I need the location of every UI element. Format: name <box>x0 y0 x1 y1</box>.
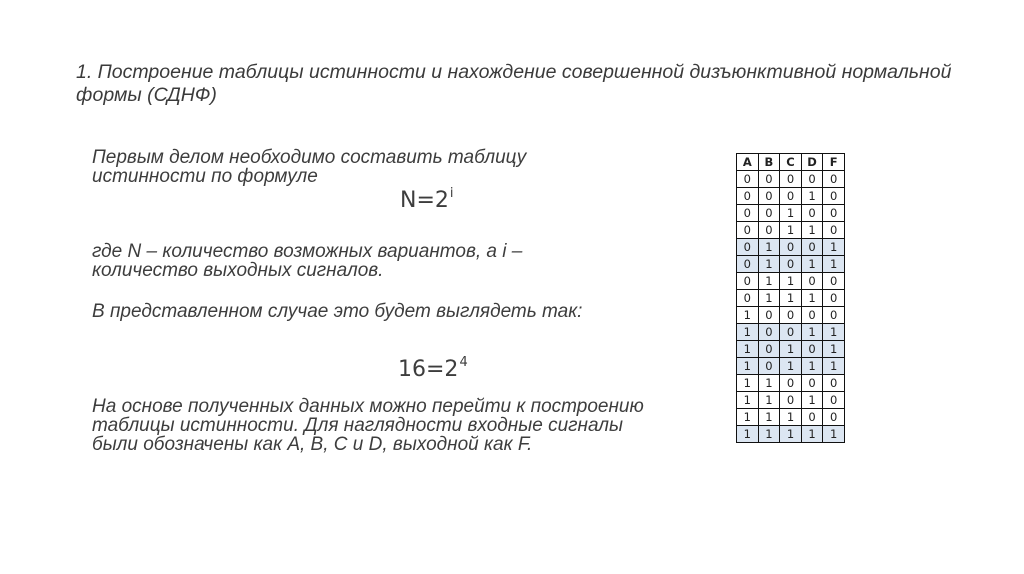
truth-table-row <box>737 341 845 358</box>
truth-table-cell-c: 1 <box>780 222 802 239</box>
truth-table-row <box>737 222 845 239</box>
truth-table-cell-f: 0 <box>823 188 845 205</box>
truth-table-cell-d: 1 <box>801 358 823 375</box>
truth-table-cell-f: 0 <box>823 273 845 290</box>
truth-table-cell-a: 0 <box>737 188 759 205</box>
truth-table-cell-a: 0 <box>737 273 759 290</box>
truth-table-cell-d: 0 <box>801 375 823 392</box>
truth-table-body <box>737 171 845 443</box>
truth-table-cell-d: 1 <box>801 256 823 273</box>
truth-table-row <box>737 307 845 324</box>
truth-table-cell-f: 0 <box>823 307 845 324</box>
truth-table-cell-c: 0 <box>780 256 802 273</box>
truth-table-cell-a: 1 <box>737 426 759 443</box>
formula-16-equals-2-pow-4 <box>398 355 468 382</box>
truth-table-cell-c: 1 <box>780 409 802 426</box>
truth-table-cell-a: 1 <box>737 341 759 358</box>
truth-table-cell-f: 0 <box>823 409 845 426</box>
truth-table-cell-f: 0 <box>823 205 845 222</box>
formula-exponent: 4 <box>459 355 468 370</box>
truth-table-header-d: D <box>801 154 823 171</box>
truth-table <box>736 153 845 443</box>
truth-table-cell-b: 0 <box>758 205 780 222</box>
truth-table-header-a: A <box>737 154 759 171</box>
truth-table-cell-d: 0 <box>801 171 823 188</box>
truth-table-cell-b: 1 <box>758 426 780 443</box>
truth-table-cell-c: 0 <box>780 375 802 392</box>
truth-table-cell-d: 1 <box>801 392 823 409</box>
truth-table-cell-b: 1 <box>758 375 780 392</box>
truth-table-cell-f: 0 <box>823 171 845 188</box>
truth-table-row <box>737 273 845 290</box>
truth-table-cell-f: 1 <box>823 341 845 358</box>
truth-table-cell-a: 0 <box>737 290 759 307</box>
truth-table-cell-a: 1 <box>737 375 759 392</box>
truth-table-row <box>737 358 845 375</box>
truth-table-row <box>737 239 845 256</box>
truth-table-cell-b: 0 <box>758 171 780 188</box>
truth-table-cell-c: 1 <box>780 358 802 375</box>
truth-table-row <box>737 188 845 205</box>
truth-table-cell-d: 0 <box>801 239 823 256</box>
truth-table-cell-f: 1 <box>823 239 845 256</box>
truth-table-cell-b: 1 <box>758 409 780 426</box>
truth-table-row <box>737 171 845 188</box>
truth-table-cell-d: 0 <box>801 205 823 222</box>
conclusion-paragraph: На основе полученных данных можно перейти к построению таблицы истинности. Для наглядности входные сигналы были обозначены как А, В, С и D, выходной как F. <box>92 396 644 455</box>
truth-table-cell-b: 1 <box>758 392 780 409</box>
truth-table-cell-d: 0 <box>801 307 823 324</box>
truth-table-header-row <box>737 154 845 171</box>
truth-table-cell-b: 1 <box>758 256 780 273</box>
truth-table-cell-b: 0 <box>758 341 780 358</box>
truth-table-row <box>737 256 845 273</box>
truth-table-cell-b: 1 <box>758 273 780 290</box>
truth-table-cell-a: 0 <box>737 239 759 256</box>
truth-table-cell-b: 0 <box>758 324 780 341</box>
truth-table-row <box>737 205 845 222</box>
truth-table-header-c: C <box>780 154 802 171</box>
truth-table-cell-f: 0 <box>823 375 845 392</box>
truth-table-cell-d: 0 <box>801 409 823 426</box>
truth-table-cell-d: 0 <box>801 273 823 290</box>
truth-table-cell-b: 0 <box>758 307 780 324</box>
truth-table-row <box>737 426 845 443</box>
truth-table-cell-a: 1 <box>737 324 759 341</box>
truth-table-header-b: B <box>758 154 780 171</box>
truth-table-cell-d: 1 <box>801 426 823 443</box>
truth-table-cell-c: 0 <box>780 188 802 205</box>
truth-table-cell-b: 0 <box>758 358 780 375</box>
truth-table-cell-c: 0 <box>780 307 802 324</box>
truth-table-cell-f: 1 <box>823 426 845 443</box>
truth-table-cell-b: 1 <box>758 290 780 307</box>
truth-table-cell-b: 1 <box>758 239 780 256</box>
truth-table-cell-f: 1 <box>823 324 845 341</box>
truth-table-cell-a: 0 <box>737 171 759 188</box>
intro-paragraph: Первым делом необходимо составить таблицу истинности по формуле <box>92 147 527 187</box>
truth-table-row <box>737 290 845 307</box>
truth-table-cell-a: 1 <box>737 409 759 426</box>
formula-base: N=2 <box>400 188 449 213</box>
truth-table-cell-c: 1 <box>780 205 802 222</box>
formula-exponent: i <box>449 186 454 201</box>
truth-table-cell-c: 1 <box>780 273 802 290</box>
truth-table-row <box>737 392 845 409</box>
truth-table-cell-f: 0 <box>823 290 845 307</box>
truth-table-cell-f: 0 <box>823 392 845 409</box>
truth-table-cell-a: 1 <box>737 392 759 409</box>
truth-table-cell-d: 1 <box>801 222 823 239</box>
truth-table-cell-d: 1 <box>801 188 823 205</box>
truth-table-cell-a: 1 <box>737 358 759 375</box>
truth-table-cell-d: 1 <box>801 324 823 341</box>
slide-title: 1. Построение таблицы истинности и нахождение совершенной дизъюнктивной нормальной формы (СДНФ) <box>76 61 952 106</box>
truth-table-cell-f: 1 <box>823 358 845 375</box>
truth-table-row <box>737 324 845 341</box>
truth-table-row <box>737 409 845 426</box>
truth-table-cell-c: 1 <box>780 341 802 358</box>
truth-table-cell-f: 1 <box>823 256 845 273</box>
truth-table-cell-f: 0 <box>823 222 845 239</box>
truth-table-cell-a: 0 <box>737 222 759 239</box>
formula-base: 16=2 <box>398 357 459 382</box>
truth-table-cell-c: 1 <box>780 426 802 443</box>
truth-table-cell-d: 1 <box>801 290 823 307</box>
example-intro-paragraph: В представленном случае это будет выглядеть так: <box>92 301 583 322</box>
truth-table-cell-d: 0 <box>801 341 823 358</box>
truth-table-header-f: F <box>823 154 845 171</box>
truth-table-cell-c: 0 <box>780 239 802 256</box>
truth-table-cell-b: 0 <box>758 222 780 239</box>
truth-table-cell-c: 0 <box>780 324 802 341</box>
truth-table-cell-a: 0 <box>737 205 759 222</box>
truth-table-cell-c: 0 <box>780 392 802 409</box>
definition-paragraph: где N – количество возможных вариантов, а i – количество выходных сигналов. <box>92 241 523 281</box>
truth-table-cell-a: 1 <box>737 307 759 324</box>
truth-table-cell-c: 1 <box>780 290 802 307</box>
truth-table-row <box>737 375 845 392</box>
truth-table-cell-c: 0 <box>780 171 802 188</box>
formula-n-equals-2-pow-i <box>400 186 454 213</box>
truth-table-cell-a: 0 <box>737 256 759 273</box>
truth-table-cell-b: 0 <box>758 188 780 205</box>
